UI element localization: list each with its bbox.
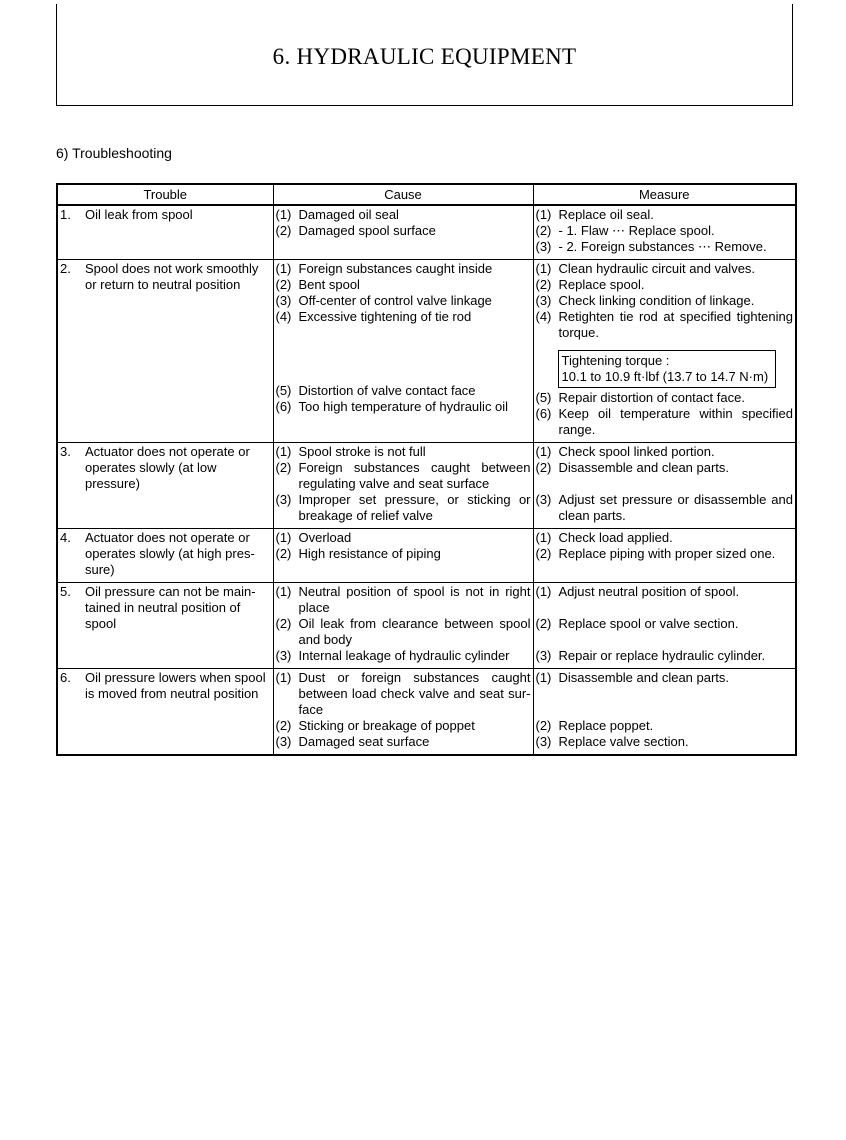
trouble-text: Spool does not work smoothly or return to neutral position [85, 261, 259, 292]
row-number: 1. [60, 207, 71, 222]
cause-item: (1) Neutral position of spool is not in right place [275, 584, 531, 615]
trouble-cell [57, 260, 273, 443]
measure-item: (2) Replace poppet. [535, 718, 654, 733]
torque-label: Tightening torque : [561, 353, 670, 368]
cause-item: (5) Distortion of valve contact face [275, 383, 476, 398]
table-row [57, 529, 796, 583]
torque-value: 10.1 to 10.9 ft·lbf (13.7 to 14.7 N·m) [561, 369, 769, 384]
column-header-trouble: Trouble [57, 184, 273, 205]
measure-cell [533, 669, 796, 756]
cause-item: (2) Damaged spool surface [275, 223, 436, 238]
cause-item: (2) Foreign substances caught between regulating valve and seat surface [275, 460, 531, 491]
row-number: 5. [60, 584, 71, 599]
measure-item: (3) - 2. Foreign substances ⋯ Remove. [535, 239, 767, 254]
column-header-cause: Cause [273, 184, 533, 205]
table-row [57, 260, 796, 443]
cause-cell [273, 669, 533, 756]
cause-item: (2) Oil leak from clearance between spool and body [275, 616, 531, 647]
measure-item: (1) Adjust neutral position of spool. [535, 584, 740, 599]
cause-item: (6) Too high temperature of hydraulic oil [275, 399, 509, 414]
measure-item: (1) Check spool linked portion. [535, 444, 715, 459]
cause-item: (1) Overload [275, 530, 352, 545]
cause-cell [273, 205, 533, 260]
measure-item: (5) Repair distortion of contact face. [535, 390, 745, 405]
measure-cell [533, 583, 796, 669]
column-header-measure: Measure [533, 184, 796, 205]
measure-item: (3) Replace valve section. [535, 734, 689, 749]
measure-item: (6) Keep oil temperature within specified range. [535, 406, 793, 437]
measure-item: (2) Replace spool or valve section. [535, 616, 739, 631]
cause-item: (4) Excessive tightening of tie rod [275, 309, 472, 324]
measure-cell [533, 443, 796, 529]
trouble-cell [57, 205, 273, 260]
trouble-text: Oil leak from spool [85, 207, 193, 222]
measure-item: (1) Disassemble and clean parts. [535, 670, 730, 685]
measure-item: (2) Replace piping with proper sized one. [535, 546, 776, 561]
row-number: 2. [60, 261, 71, 276]
measure-cell [533, 205, 796, 260]
row-number: 6. [60, 670, 71, 685]
cause-cell [273, 443, 533, 529]
row-number: 4. [60, 530, 71, 545]
trouble-text: Actuator does not operate or operates slowly (at low pressure) [85, 444, 250, 491]
cause-item: (3) Internal leakage of hydraulic cylinder [275, 648, 510, 663]
cause-item: (1) Damaged oil seal [275, 207, 399, 222]
trouble-text: Oil pressure can not be main-tained in neutral position of spool [85, 584, 256, 631]
measure-item: (2) Disassemble and clean parts. [535, 460, 730, 475]
trouble-text: Actuator does not operate or operates slowly (at high pres-sure) [85, 530, 255, 577]
measure-item: (3) Adjust set pressure or disassemble and clean parts. [535, 492, 793, 523]
row-number: 3. [60, 444, 71, 459]
measure-item: (4) Retighten tie rod at specified tightening torque. [535, 309, 793, 340]
cause-item: (3) Improper set pressure, or sticking or breakage of relief valve [275, 492, 531, 523]
header-box [56, 4, 793, 106]
cause-item: (2) Bent spool [275, 277, 360, 292]
cause-item: (1) Spool stroke is not full [275, 444, 426, 459]
cause-item: (2) High resistance of piping [275, 546, 441, 561]
cause-item: (2) Sticking or breakage of poppet [275, 718, 475, 733]
trouble-cell [57, 669, 273, 756]
measure-item: (1) Clean hydraulic circuit and valves. [535, 261, 756, 276]
measure-cell [533, 529, 796, 583]
cause-item: (3) Damaged seat surface [275, 734, 430, 749]
measure-item: (3) Repair or replace hydraulic cylinder. [535, 648, 766, 663]
measure-item: (2) Replace spool. [535, 277, 645, 292]
measure-cell [533, 260, 796, 443]
cause-cell [273, 583, 533, 669]
cause-cell [273, 260, 533, 443]
cause-item: (3) Off-center of control valve linkage [275, 293, 492, 308]
table-row [57, 669, 796, 756]
table-row [57, 205, 796, 260]
table-row [57, 443, 796, 529]
trouble-cell [57, 443, 273, 529]
section-heading: 6) Troubleshooting [56, 145, 172, 161]
measure-item: (1) Replace oil seal. [535, 207, 654, 222]
torque-spec-box [558, 350, 777, 388]
trouble-cell [57, 583, 273, 669]
table-header-row [57, 184, 796, 205]
trouble-cell [57, 529, 273, 583]
page-title: 6. HYDRAULIC EQUIPMENT [272, 44, 577, 69]
cause-item: (1) Dust or foreign substances caught between load check valve and seat sur-face [275, 670, 531, 717]
troubleshooting-table [56, 183, 797, 756]
cause-item: (1) Foreign substances caught inside [275, 261, 493, 276]
trouble-text: Oil pressure lowers when spool is moved from neutral position [85, 670, 266, 701]
cause-cell [273, 529, 533, 583]
table-row [57, 583, 796, 669]
measure-item: (3) Check linking condition of linkage. [535, 293, 755, 308]
measure-item: (2) - 1. Flaw ⋯ Replace spool. [535, 223, 715, 238]
measure-item: (1) Check load applied. [535, 530, 673, 545]
